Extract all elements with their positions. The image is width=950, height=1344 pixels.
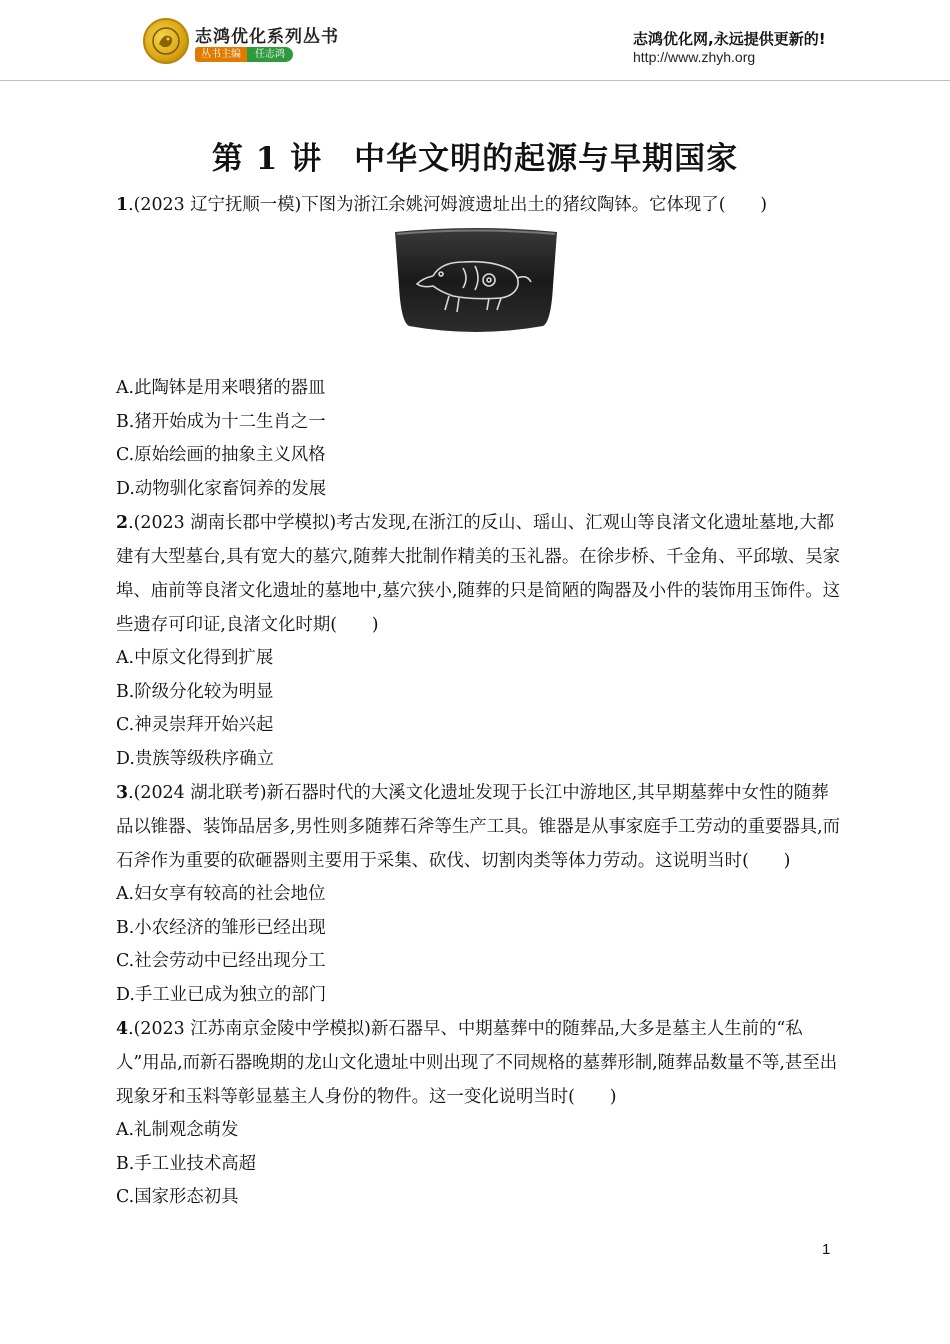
question-4 (116, 1012, 841, 1114)
option-4c[interactable]: C.国家形态初具 (116, 1187, 239, 1207)
question-3 (116, 776, 841, 878)
question-text: .(2024 湖北联考)新石器时代的大溪文化遗址发现于长江中游地区,其早期墓葬中女性的随葬品以锥器、装饰品居多,男性则多随葬石斧等生产工具。锥器是从事家庭手工劳动的重要器具,而石斧作为重要的砍砸器则主要用于采集、砍伐、切割肉类等体力劳动。这说明当时( ) (116, 783, 841, 871)
site-slogan: 志鸿优化网,永远提供更新的! (633, 30, 826, 48)
question-list (116, 188, 841, 1215)
option-2a[interactable]: A.中原文化得到扩展 (116, 648, 274, 668)
question-text: .(2023 湖南长郡中学模拟)考古发现,在浙江的反山、瑶山、汇观山等良渚文化遗址墓地,大都建有大型墓台,具有宽大的墓穴,随葬大批制作精美的玉礼器。在徐步桥、千金角、平邱墩、吴家埠、庙前等良渚文化遗址的墓地中,墓穴狭小,随葬的只是简陋的陶器及小件的装饰用玉饰件。这些遗存可印证,良渚文化时期( ) (116, 513, 841, 635)
option-1c[interactable]: C.原始绘画的抽象主义风格 (116, 445, 326, 465)
page-number: 1 (822, 1241, 831, 1258)
option-3d[interactable]: D.手工业已成为独立的部门 (116, 984, 327, 1005)
editor-name: 任志鸿 (247, 47, 293, 62)
question-number: 2 (116, 513, 129, 533)
site-url[interactable]: http://www.zhyh.org (633, 49, 756, 65)
header-divider (0, 80, 950, 81)
option-3a[interactable]: A.妇女享有较高的社会地位 (116, 884, 326, 904)
option-2b[interactable]: B.阶级分化较为明显 (116, 681, 274, 702)
option-2d[interactable]: D.贵族等级秩序确立 (116, 748, 274, 769)
option-4b[interactable]: B.手工业技术高超 (116, 1153, 257, 1174)
question-2 (116, 506, 841, 642)
question-text: .(2023 辽宁抚顺一模)下图为浙江余姚河姆渡遗址出土的猪纹陶钵。它体现了( ) (128, 195, 768, 215)
option-1d[interactable]: D.动物驯化家畜饲养的发展 (116, 478, 327, 499)
pottery-bowl-figure (116, 222, 841, 372)
question-number: 4 (116, 1019, 129, 1039)
page-title: 第 1 讲 中华文明的起源与早期国家 (211, 141, 739, 177)
question-number: 3 (116, 783, 129, 803)
question-number: 1 (116, 195, 129, 215)
option-1a[interactable]: A.此陶钵是用来喂猪的器皿 (116, 378, 326, 398)
option-3c[interactable]: C.社会劳动中已经出现分工 (116, 951, 326, 971)
question-text: .(2023 江苏南京金陵中学模拟)新石器早、中期墓葬中的随葬品,大多是墓主人生前的“私人”用品,而新石器晚期的龙山文化遗址中则出现了不同规格的墓葬形制,随葬品数量不等,甚至出现象牙和玉料等彰显墓主人身份的物件。这一变化说明当时( ) (116, 1019, 838, 1107)
pig-pattern-bowl-image (393, 226, 559, 334)
editor-label: 丛书主编 (195, 47, 247, 62)
series-title: 志鸿优化系列丛书 (195, 27, 339, 47)
editor-bar (195, 47, 293, 62)
question-1 (116, 188, 841, 222)
option-4a[interactable]: A.礼制观念萌发 (116, 1120, 239, 1140)
option-3b[interactable]: B.小农经济的雏形已经出现 (116, 917, 326, 938)
page-header (0, 0, 950, 80)
option-1b[interactable]: B.猪开始成为十二生肖之一 (116, 411, 326, 432)
option-2c[interactable]: C.神灵崇拜开始兴起 (116, 715, 274, 735)
series-logo-icon (143, 18, 189, 64)
